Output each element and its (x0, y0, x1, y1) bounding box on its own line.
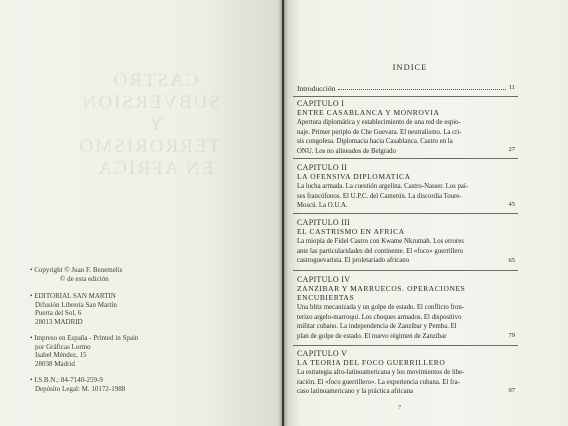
chapter-title: LA OFENSIVA DIPLOMATICA (297, 172, 411, 181)
printer-block (30, 334, 138, 368)
summary-line: terizo argelo-marroquí. Los choques armados. El dispositivo (297, 313, 462, 321)
summary-line: Moscú. La O.U.A. (297, 202, 348, 210)
chapter-page: 65 (508, 257, 515, 264)
summary-line: La estrategia afro-latinoamericana y los movimientos de libe- (297, 369, 465, 376)
chapter-title: ENTRE CASABLANCA Y MONROVIA (297, 108, 440, 117)
summary-line: La lucha armada. La cuestión argelina. Castro-Nasser. Los paí- (297, 183, 469, 190)
publisher-line: Difusión Librería San Martín (35, 300, 117, 309)
chapter-number: CAPITULO III (297, 218, 351, 227)
legal-block (30, 376, 125, 393)
divider (293, 158, 518, 159)
summary-line: militar cubano. La independencia de Zanzíbar y Pemba. El (297, 323, 457, 331)
publisher-line: • EDITORIAL SAN MARTIN (30, 292, 116, 300)
summary-line: Una blitz mecanizada y un golpe de estado. El conflicto fron- (297, 304, 465, 311)
book-gutter (278, 0, 288, 426)
summary-line: caso latinoamericano y la práctica africana (297, 388, 414, 396)
intro-page: 11 (508, 84, 515, 91)
chapter-title: LA TEORIA DEL FOCO GUERRILLERO (297, 358, 446, 367)
publisher-block (30, 292, 117, 326)
intro-label: Introducción (297, 84, 336, 93)
copyright-line: • Copyright © Juan F. Benemelis (30, 266, 123, 274)
legal-deposit-line: Depósito Legal: M. 10172-1988 (35, 384, 126, 393)
chapter-summary (297, 182, 515, 211)
chapter-entry (297, 163, 515, 211)
divider (293, 96, 518, 97)
printer-line: por Gráficas Lormo (35, 342, 91, 351)
summary-line: ses francófonos. El U.P.C. del Camerún. La discordia Toure- (297, 192, 462, 200)
printer-line: • Impreso en España - Printed in Spain (30, 334, 139, 342)
chapter-number: CAPITULO I (297, 99, 345, 108)
summary-line: ración. El «foco guerrillero». La experiencia cubana. El fra- (297, 378, 460, 386)
chapter-page: 45 (508, 201, 515, 208)
show-through-text: CASTRO SUBVERSION Y TERRORISMO EN AFRICA (77, 70, 220, 179)
chapter-title: EL CASTRISMO EN AFRICA (297, 227, 405, 236)
chapter-number: CAPITULO IV (297, 275, 351, 284)
chapter-entry (297, 349, 515, 397)
page-number: 7 (398, 404, 402, 411)
copyright-block (30, 266, 122, 283)
summary-line: ante las particularidades del continente. El «foco» guerrillero (297, 247, 464, 255)
chapter-page: 97 (508, 387, 515, 394)
summary-line: naje. Primer periplo de Che Guevara. El neutralismo. La cri- (297, 128, 462, 136)
chapter-title: ZANZIBAR Y MARRUECOS. OPERACIONES ENCUBIERTAS (297, 284, 466, 302)
copyright-line: © de esta edición (60, 274, 109, 283)
chapter-entry (297, 99, 515, 156)
index-title: INDICE (392, 62, 428, 72)
summary-line: sis congolesa. Diplomacia hacia Casablanca. Castro en la (297, 138, 453, 146)
chapter-number: CAPITULO II (297, 163, 348, 172)
publisher-line: 28013 MADRID (35, 317, 83, 326)
publisher-line: Puerta del Sol, 6 (35, 309, 82, 317)
divider (293, 213, 518, 214)
intro-entry (297, 84, 515, 93)
chapter-summary (297, 303, 515, 341)
chapter-entry (297, 275, 515, 341)
chapter-summary (297, 237, 515, 266)
printer-line: Isabel Méndez, 15 (35, 351, 87, 359)
printer-line: 28038 Madrid (35, 359, 75, 368)
chapter-summary (297, 368, 515, 397)
summary-line: Apertura diplomática y establecimiento de una red de espio- (297, 119, 461, 126)
chapter-summary (297, 118, 515, 156)
leader-dots (338, 84, 505, 90)
divider (293, 345, 518, 346)
left-page (0, 0, 282, 426)
summary-line: ONU. Los no alineados de Belgrado (297, 147, 396, 155)
summary-line: La miopía de Fidel Castro con Kwame Nkrumah. Los errores (297, 238, 464, 245)
summary-line: plan de golpe de estado. El nuevo régimen de Zanzíbar (297, 332, 447, 340)
summary-line: castroguevarista. El proletariado africano (297, 257, 410, 265)
chapter-number: CAPITULO V (297, 349, 348, 358)
chapter-page: 79 (508, 332, 515, 339)
chapter-page: 27 (508, 146, 515, 153)
isbn-line: • I.S.B.N.: 84-7140-259-9 (30, 376, 103, 384)
divider (293, 270, 518, 271)
chapter-entry (297, 218, 515, 266)
